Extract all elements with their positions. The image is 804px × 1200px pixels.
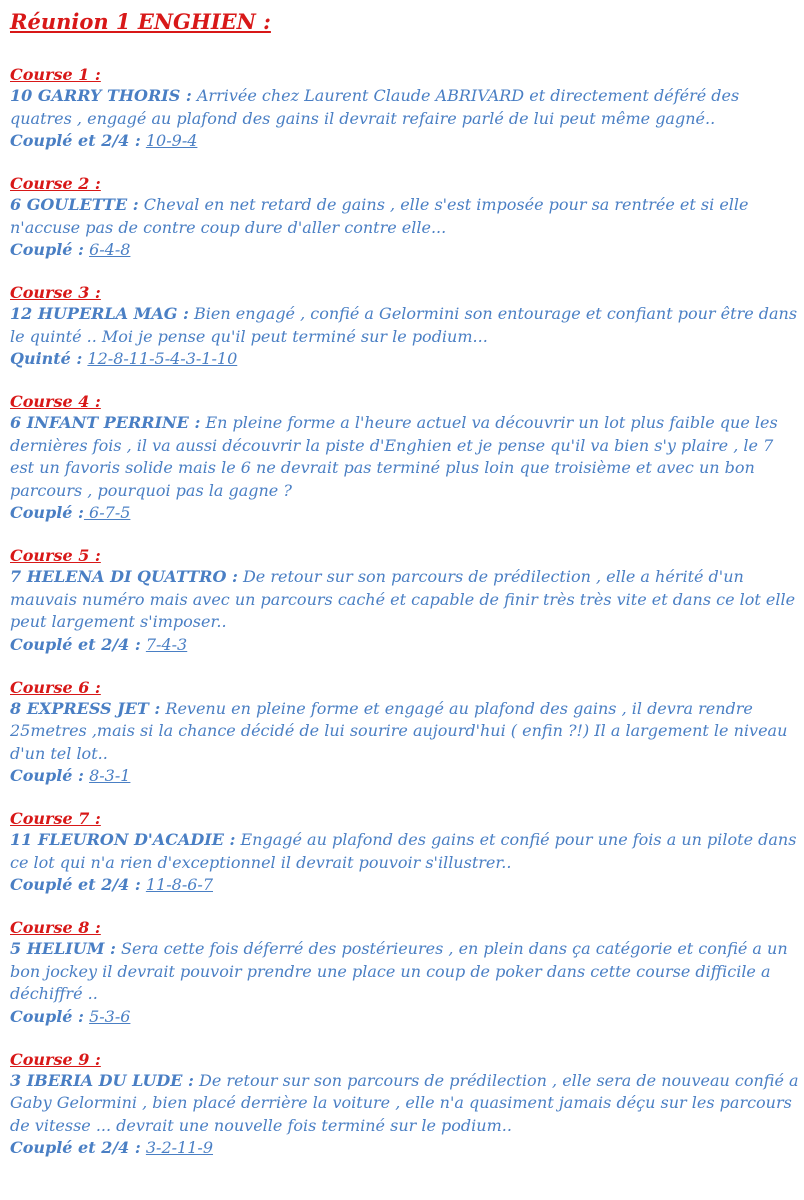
course-label: Course 3 :	[10, 283, 101, 302]
bet-selection-link[interactable]: 5-3-6	[89, 1006, 131, 1026]
bet-line	[10, 502, 800, 524]
bet-selection-link[interactable]: 6-7-5	[83, 503, 131, 522]
bet-line	[10, 874, 800, 896]
course-label: Course 6 :	[10, 677, 101, 697]
course-block-9	[10, 1049, 800, 1160]
course-block-5	[10, 545, 800, 656]
course-block-6	[10, 677, 800, 788]
course-description	[10, 829, 800, 874]
horse-comment: En pleine forme a l'heure actuel va découvrir un lot plus faible que les dernières fois , il va aussi découvrir la piste d'Enghien et je pense qu'il va bien s'y plaire , le 7 est un favoris solide mais le 6 ne devrait pas terminé plus loin que troisième et avec un bon parcours , pourquoi pas la gagne ?	[10, 413, 778, 500]
horse-comment: Cheval en net retard de gains , elle s'est imposée pour sa rentrée et si elle n'accuse pas de contre coup dure d'aller contre elle...	[10, 195, 749, 237]
bet-line	[10, 1137, 800, 1159]
bet-type: Couplé et 2/4 :	[10, 634, 141, 654]
course-block-3	[10, 282, 800, 370]
bet-selection-link[interactable]: 3-2-11-9	[145, 1138, 213, 1157]
bet-selection-link[interactable]: 8-3-1	[89, 766, 131, 785]
course-block-7	[10, 808, 800, 896]
course-block-2	[10, 173, 800, 261]
course-description	[10, 938, 800, 1006]
horse-comment: De retour sur son parcours de prédilection , elle sera de nouveau confié a Gaby Gelormini , bien placé derrière la voiture , elle n'a quasiment jamais déçu sur les parcours de vitesse ... devrait une nouvelle fois terminé sur le podium..	[10, 1070, 799, 1135]
course-label: Course 5 :	[10, 546, 101, 565]
bet-line	[10, 765, 800, 787]
bet-line	[10, 130, 800, 152]
horse-comment: Engagé au plafond des gains et confié pour une fois a un pilote dans ce lot qui n'a rien d'exceptionnel il devrait pouvoir s'illustrer..	[10, 830, 797, 872]
bet-type: Couplé et 2/4 :	[10, 875, 141, 894]
horse-name: 10 GARRY THORIS :	[10, 86, 192, 105]
horse-name: 11 FLEURON D'ACADIE :	[10, 830, 236, 849]
bet-selection-link[interactable]: 7-4-3	[145, 634, 188, 654]
horse-name: 7 HELENA DI QUATTRO :	[10, 567, 238, 586]
course-label: Course 7 :	[10, 809, 101, 828]
bet-type: Couplé et 2/4 :	[10, 131, 141, 150]
bet-type: Couplé et 2/4 :	[10, 1138, 141, 1157]
course-label: Course 2 :	[10, 174, 101, 193]
course-label: Course 9 :	[10, 1049, 101, 1069]
horse-comment: De retour sur son parcours de prédilection , elle a hérité d'un mauvais numéro mais avec un parcours caché et capable de finir très très vite et dans ce lot elle peut largement s'imposer..	[10, 567, 796, 631]
bet-type: Couplé :	[10, 503, 84, 522]
course-block-8	[10, 917, 800, 1028]
bet-type: Couplé :	[10, 240, 84, 259]
bet-selection-link[interactable]: 6-4-8	[89, 240, 131, 259]
bet-type: Quinté :	[10, 349, 83, 368]
course-description	[10, 698, 800, 766]
course-label: Course 8 :	[10, 918, 101, 937]
course-description	[10, 1070, 800, 1138]
bet-selection-link[interactable]: 10-9-4	[145, 131, 198, 150]
document-page	[10, 8, 800, 1180]
horse-name: 12 HUPERLA MAG :	[10, 304, 189, 323]
course-block-4	[10, 391, 800, 524]
meeting-title: Réunion 1 ENGHIEN :	[10, 9, 271, 34]
course-label: Course 4 :	[10, 392, 101, 411]
course-label: Course 1 :	[10, 65, 101, 84]
bet-selection-link[interactable]: 11-8-6-7	[145, 875, 213, 894]
bet-line	[10, 1006, 800, 1028]
course-description	[10, 303, 800, 348]
horse-name: 6 INFANT PERRINE :	[10, 413, 201, 432]
horse-name: 6 GOULETTE :	[10, 195, 139, 214]
course-description	[10, 85, 800, 130]
course-description	[10, 194, 800, 239]
bet-selection-link[interactable]: 12-8-11-5-4-3-1-10	[87, 349, 238, 368]
bet-type: Couplé :	[10, 766, 84, 785]
bet-line	[10, 239, 800, 261]
horse-name: 5 HELIUM :	[10, 939, 116, 958]
horse-comment: Bien engagé , confié a Gelormini son entourage et confiant pour être dans le quinté .. Moi je pense qu'il peut terminé sur le podium...	[10, 304, 798, 346]
horse-name: 3 IBERIA DU LUDE :	[10, 1070, 194, 1090]
horse-comment: Revenu en pleine forme et engagé au plafond des gains , il devra rendre 25metres ,mais si la chance décidé de lui sourire aujourd'hui ( enfin ?!) Il a largement le niveau d'un tel lot..	[10, 698, 788, 763]
horse-comment: Arrivée chez Laurent Claude ABRIVARD et directement déféré des quatres , engagé au plafond des gains il devrait refaire parlé de lui peut même gagné..	[10, 86, 740, 128]
bet-type: Couplé :	[10, 1006, 84, 1026]
course-description	[10, 566, 800, 634]
horse-comment: Sera cette fois déferré des postérieures , en plein dans ça catégorie et confié a un bon jockey il devrait pouvoir prendre une place un coup de poker dans cette course difficile a déchiffré ..	[10, 939, 788, 1003]
course-description	[10, 412, 800, 502]
bet-line	[10, 348, 800, 370]
horse-name: 8 EXPRESS JET :	[10, 698, 161, 718]
course-block-1	[10, 64, 800, 152]
bet-line	[10, 634, 800, 656]
